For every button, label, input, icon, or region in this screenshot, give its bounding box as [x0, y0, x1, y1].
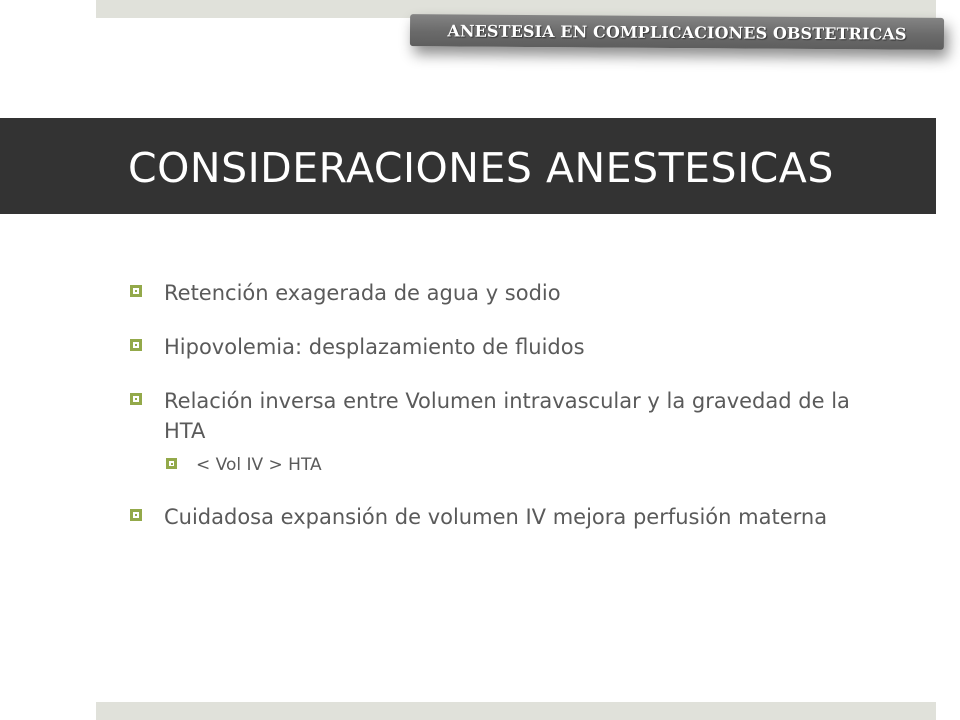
bullet-item: [128, 332, 888, 362]
sub-bullet-item: [162, 452, 888, 478]
bullet-item: [128, 386, 888, 446]
bullet-item: [128, 278, 888, 308]
square-bullet-icon: [130, 509, 142, 521]
bullet-text: Relación inversa entre Volumen intravascular y la gravedad de la HTA: [164, 389, 850, 443]
bullet-item: [128, 502, 888, 532]
bottom-decorative-strip: [96, 702, 936, 720]
sub-bullet-text: < Vol IV > HTA: [196, 455, 322, 475]
square-bullet-icon: [130, 339, 142, 351]
header-tag: [410, 14, 944, 50]
bullet-text: Hipovolemia: desplazamiento de fluidos: [164, 335, 585, 359]
bullet-text: Retención exagerada de agua y sodio: [164, 281, 561, 305]
slide-title: CONSIDERACIONES ANESTESICAS: [128, 144, 834, 192]
bullet-list: [128, 278, 888, 556]
square-bullet-icon: [130, 393, 142, 405]
title-bar: [0, 118, 936, 214]
square-bullet-icon: [130, 285, 142, 297]
header-tag-text: ANESTESIA EN COMPLICACIONES OBSTETRICAS: [447, 20, 907, 44]
square-bullet-icon: [166, 458, 177, 469]
bullet-text: Cuidadosa expansión de volumen IV mejora perfusión materna: [164, 505, 828, 529]
